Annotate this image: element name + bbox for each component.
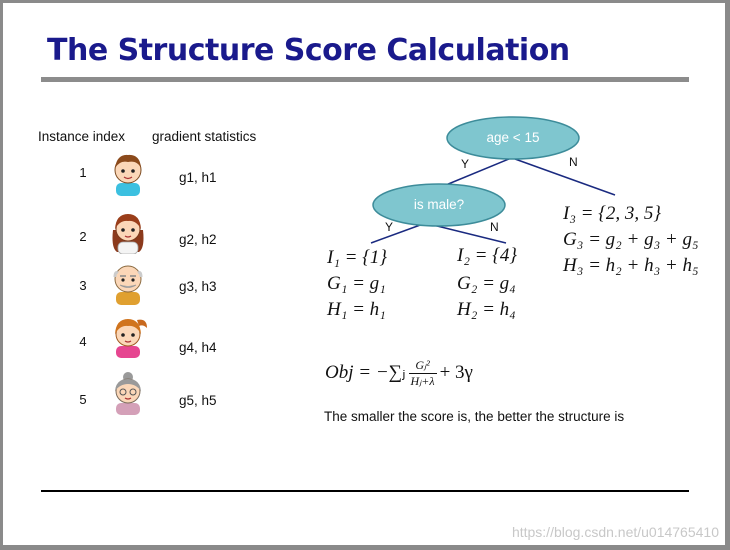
header-instance-index: Instance index <box>38 129 126 144</box>
instance-index: 3 <box>79 278 87 293</box>
root-yes-label: Y <box>461 157 470 171</box>
edge-root-no <box>515 159 615 195</box>
objective-tail: + 3γ <box>439 361 473 383</box>
instance-index: 2 <box>79 229 87 244</box>
gradient-stat: g2, h2 <box>179 232 217 247</box>
leaf1-g-sum: G₁ = g₁ <box>327 273 386 294</box>
gradient-stat: g4, h4 <box>179 340 217 355</box>
leaf3-g-sum: G₃ = g₂ + g₃ + g₅ <box>563 229 699 250</box>
edge-root-yes <box>441 159 509 187</box>
instance-index: 4 <box>79 334 87 349</box>
header-gradient-statistics: gradient statistics <box>152 129 257 144</box>
child-no-label: N <box>490 220 499 234</box>
objective-lhs: Obj = − <box>325 361 389 383</box>
slide-title: The Structure Score Calculation <box>47 33 570 68</box>
root-no-label: N <box>569 155 578 169</box>
objective-denominator: Hⱼ+λ <box>410 374 435 388</box>
edge-child-yes <box>371 224 423 243</box>
objective-sum: ∑ⱼ <box>388 361 406 383</box>
objective-formula <box>325 358 473 389</box>
instance-index: 5 <box>79 392 87 407</box>
root-node-label: age < 15 <box>486 130 540 145</box>
child-yes-label: Y <box>385 220 394 234</box>
gradient-stat: g5, h5 <box>179 393 217 408</box>
footer-divider <box>41 490 689 492</box>
leaf2-h-sum: H₂ = h₄ <box>457 299 516 320</box>
leaf1-h-sum: H₁ = h₁ <box>327 299 386 320</box>
leaf2-instance-set: I₂ = {4} <box>457 245 517 266</box>
leaf3-h-sum: H₃ = h₂ + h₃ + h₅ <box>563 255 699 276</box>
caption: The smaller the score is, the better the structure is <box>324 409 625 424</box>
gradient-stat: g3, h3 <box>179 279 217 294</box>
objective-fraction <box>409 358 437 389</box>
leaf2-g-sum: G₂ = g₄ <box>457 273 516 294</box>
slide <box>3 3 725 545</box>
instance-index: 1 <box>79 165 87 180</box>
leaf3-instance-set: I₃ = {2, 3, 5} <box>563 203 661 224</box>
child-node-label: is male? <box>413 197 465 212</box>
gradient-stat: g1, h1 <box>179 170 217 185</box>
watermark: https://blog.csdn.net/u014765410 <box>511 524 719 540</box>
objective-numerator: Gⱼ² <box>409 358 437 374</box>
leaf1-instance-set: I₁ = {1} <box>327 247 387 268</box>
